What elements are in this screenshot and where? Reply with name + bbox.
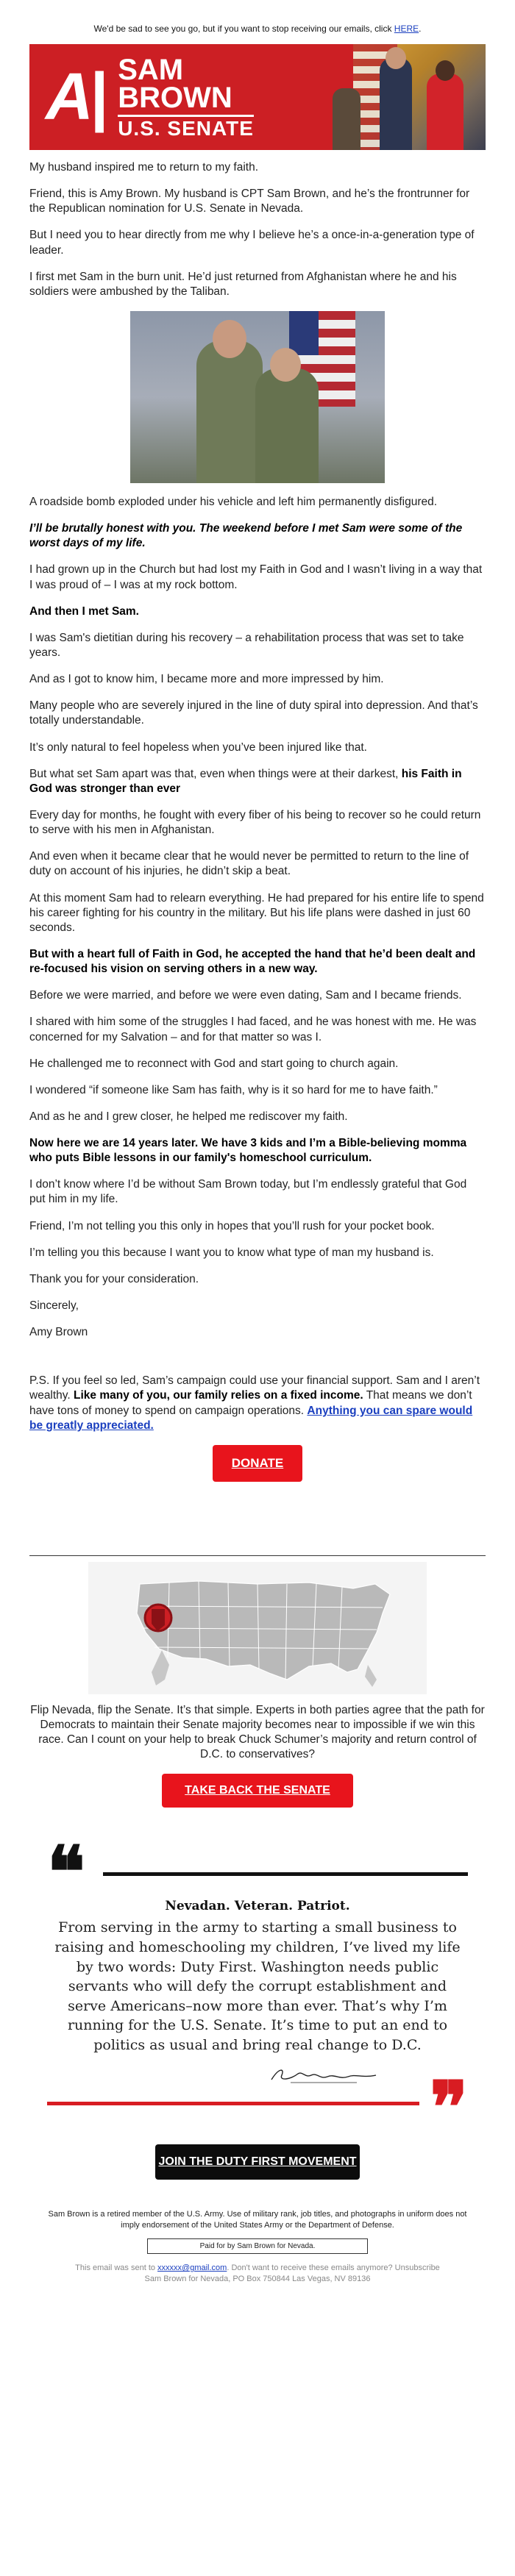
open-quote-icon: ❝: [47, 1830, 85, 1914]
logo-line-2: BROWN: [118, 81, 232, 114]
military-disclaimer: Sam Brown is a retired member of the U.S. Army. Use of military rank, job titles, and photographs in uniform does not imply endorsement of the United States Army or the Department of Defense.: [48, 2210, 467, 2230]
flip-nevada-text: Flip Nevada, flip the Senate. It’s that simple. Experts in both parties agree that the path for Democrats to maintain their Senate majority becomes near to impossible if we win this race. Can I count on your help to break Chuck Schumer’s majority and return control of D.C. to conservatives?: [30, 1703, 485, 1761]
postscript: P.S. If you feel so led, Sam’s campaign could use your financial support. Sam and I aren’t wealthy. Like many of you, our family relies on a fixed income. That means we don’t have tons of money to spend on campaign operations. Anything you can spare would be greatly appreciated.: [29, 1374, 480, 1432]
letter-signature-name: Amy Brown: [29, 1326, 88, 1339]
banner-family-photo: [353, 44, 486, 150]
letter-paragraph: Friend, I’m not telling you this only in hopes that you’ll rush for your pocket book.: [29, 1219, 435, 1232]
banner-logo: [29, 44, 353, 150]
footer-address: Sam Brown for Nevada, PO Box 750844 Las Vegas, NV 89136: [144, 2274, 371, 2283]
letter-paragraph: At this moment Sam had to relearn everything. He had prepared for his entire life to spend his career fighting for his country in the military. But his life plans were dashed in just 60 seconds.: [29, 891, 484, 934]
letter-body: [0, 150, 515, 1482]
letter-paragraph: I wondered “if someone like Sam has faith, why is it so hard for me to have faith.”: [29, 1083, 438, 1096]
paid-for-box: Paid for by Sam Brown for Nevada.: [147, 2238, 368, 2254]
letter-paragraph: I shared with him some of the struggles I had faced, and he was honest with me. He was concerned for my Salvation – and for that matter so was I.: [29, 1016, 477, 1043]
letter-paragraph: And as he and I grew closer, he helped me rediscover my faith.: [29, 1110, 348, 1123]
preheader-text: We'd be sad to see you go, but if you want to stop receiving our emails, click: [93, 24, 394, 34]
campaign-logo-text: [118, 53, 254, 140]
signature-image: [269, 2062, 379, 2087]
us-map: [88, 1562, 427, 1694]
letter-paragraph: I first met Sam in the burn unit. He’d just returned from Afghanistan where he and his soldiers were ambushed by the Taliban.: [29, 270, 457, 298]
donate-button[interactable]: DONATE: [213, 1445, 302, 1482]
letter-paragraph-emphasis: I’ll be brutally honest with you. The weekend before I met Sam were some of the worst days of my life.: [29, 522, 463, 550]
recipient-email-link[interactable]: xxxxxx@gmail.com: [157, 2263, 227, 2273]
letter-paragraph: And as I got to know him, I became more and more impressed by him.: [29, 673, 384, 686]
letter-paragraph: I was Sam's dietitian during his recovery – a rehabilitation process that was set to take years.: [29, 631, 464, 659]
letter-paragraph-bold: Now here we are 14 years later. We have 3 kids and I’m a Bible-believing momma who puts Bible lessons in our family's homeschool curriculum.: [29, 1137, 467, 1165]
us-map-graphic: [88, 1562, 427, 1694]
close-quote-icon: ❞: [430, 2066, 468, 2149]
email-footer: [0, 2254, 515, 2285]
header-banner[interactable]: [29, 44, 486, 150]
letter-paragraph: It’s only natural to feel hopeless when you’ve been injured like that.: [29, 741, 367, 754]
letter-paragraph-bold: And then I met Sam.: [29, 604, 139, 618]
quote-rule-bottom: [47, 2102, 419, 2105]
couple-photo: [130, 311, 385, 483]
letter-paragraph: And even when it became clear that he would never be permitted to return to the line of duty on account of his injuries, he didn’t skip a beat.: [29, 850, 469, 878]
letter-paragraph: Every day for months, he fought with every fiber of his being to recover so he could return to serve with his men in Afghanistan.: [29, 808, 481, 837]
letter-paragraph: Friend, this is Amy Brown. My husband is CPT Sam Brown, and he’s the frontrunner for the Republican nomination for U.S. Senate in Nevada.: [29, 188, 470, 215]
unsubscribe-link[interactable]: HERE: [394, 24, 419, 34]
letter-paragraph: I’m telling you this because I want you to know what type of man my husband is.: [29, 1246, 434, 1259]
spare-link[interactable]: Anything you can spare would be greatly appreciated.: [29, 1404, 473, 1432]
letter-paragraph: Thank you for your consideration.: [29, 1272, 199, 1285]
letter-paragraph: A roadside bomb exploded under his vehicle and left him permanently disfigured.: [29, 495, 438, 508]
letter-paragraph: Many people who are severely injured in the line of duty spiral into depression. And that’s totally understandable.: [29, 699, 478, 727]
letter-paragraph: Before we were married, and before we were even dating, Sam and I became friends.: [29, 989, 462, 1002]
letter-paragraph: I don’t know where I’d be without Sam Brown today, but I’m endlessly grateful that God put him in my life.: [29, 1178, 467, 1206]
take-back-senate-button[interactable]: TAKE BACK THE SENATE: [162, 1774, 353, 1808]
flip-nevada-section: [0, 1694, 515, 1808]
preheader: [0, 0, 515, 44]
letter-paragraph: But what set Sam apart was that, even when things were at their darkest, his Faith in God was stronger than ever: [29, 767, 462, 795]
footer-sent-line: This email was sent to xxxxxx@gmail.com. Don't want to receive these emails anymore? Unsubscribe: [75, 2263, 440, 2273]
duty-first-button[interactable]: JOIN THE DUTY FIRST MOVEMENT: [155, 2144, 360, 2180]
quote-rule-top: [103, 1872, 468, 1876]
letter-paragraph: But I need you to hear directly from me why I believe he’s a once-in-a-generation type of leader.: [29, 229, 475, 257]
letter-paragraph: I had grown up in the Church but had lost my Faith in God and I wasn’t living in a way that I was proud of – I was at my rock bottom.: [29, 563, 483, 591]
logo-line-3: U.S. SENATE: [118, 115, 254, 139]
campaign-logo-mark: A|: [46, 60, 104, 134]
candidate-quote: [29, 1830, 486, 2149]
quote-text: From serving in the army to starting a small business to raising and homeschooling my children, I’ve lived my life by two words: Duty First. Washington needs public servants who will defy the corrupt establishment and serve Americans–now more than ever. That’s why I’m running for the U.S. Senate. It’s time to put an end to politics as usual and bring real change to D.C.: [54, 1919, 461, 2054]
preheader-end: .: [419, 24, 422, 34]
letter-paragraph: My husband inspired me to return to my faith.: [29, 161, 259, 174]
quote-heading: Nevadan. Veteran. Patriot.: [165, 1899, 350, 1914]
letter-closing: Sincerely,: [29, 1299, 79, 1313]
letter-paragraph: He challenged me to reconnect with God and start going to church again.: [29, 1057, 399, 1070]
logo-line-1: SAM: [118, 53, 184, 86]
section-divider: [29, 1555, 486, 1556]
letter-paragraph-bold: But with a heart full of Faith in God, he accepted the hand that he’d been dealt and re-focused his vision on serving others in a new way.: [29, 947, 476, 976]
